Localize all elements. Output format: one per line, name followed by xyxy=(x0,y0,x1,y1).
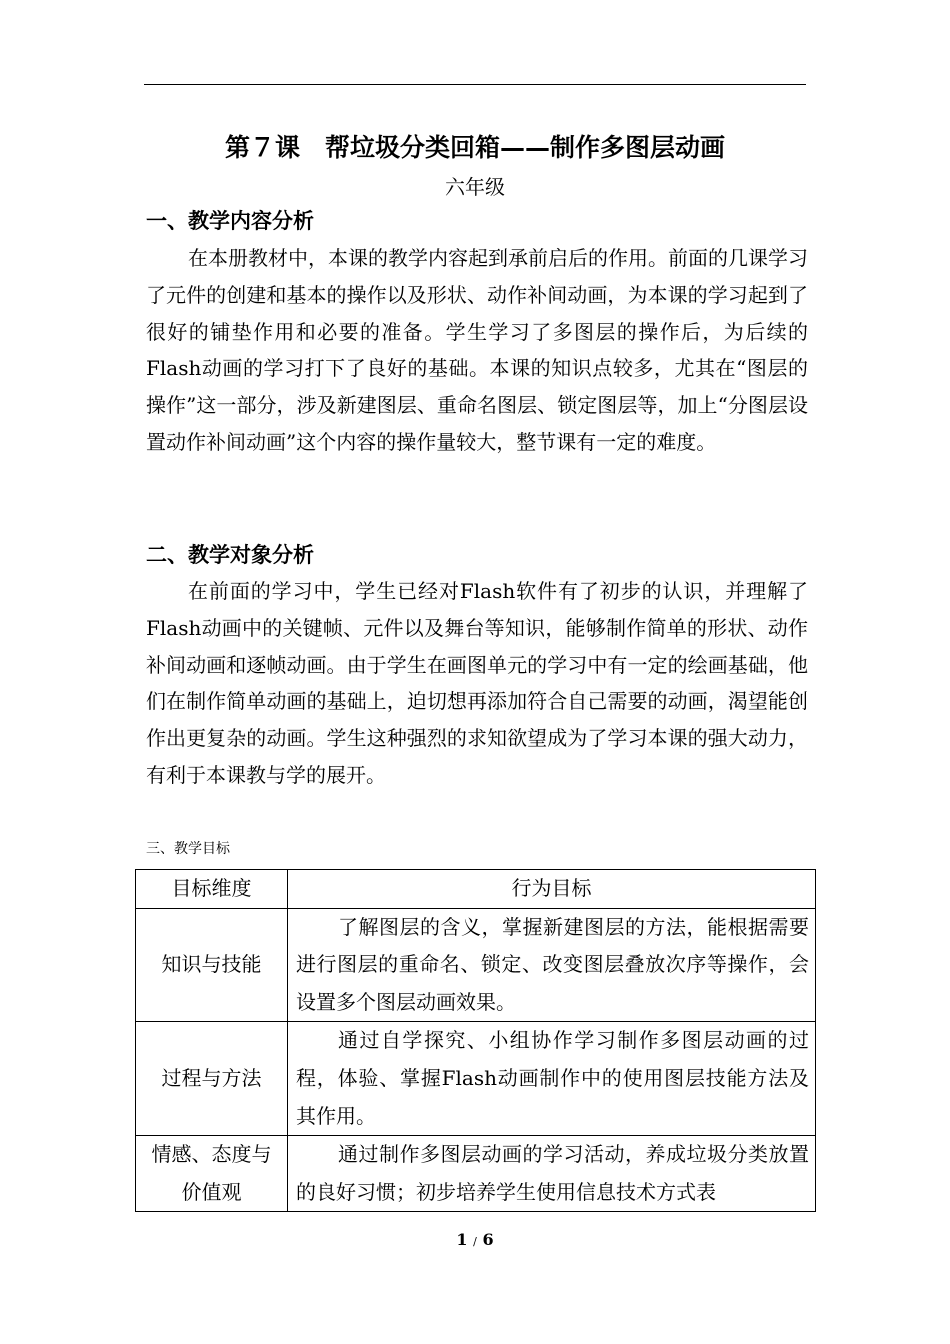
lesson-title: 第７课 帮垃圾分类回箱——制作多图层动画 xyxy=(224,133,725,162)
section-heading-content-analysis: 一、教学内容分析 xyxy=(146,208,314,233)
table-cell-dimension-line: 价值观 xyxy=(181,1179,242,1204)
section-paragraph-student-analysis: 在前面的学习中，学生已经对Flash软件有了初步的认识，并理解了Flash动画中的关键帧、元件以及舞台等知识，能够制作简单的形状、动作补间动画和逐帧动画。由于学生在画图单元的学习中有一定的绘画基础，他们在制作简单动画的基础上，迫切想再添加符合自己需要的动画，渴望能创作出更复杂的动画。学生这种强烈的求知欲望成为了学习本课的强大动力，有利于本课教与学的展开。 xyxy=(146,579,808,787)
table-row xyxy=(136,1136,816,1212)
section-heading-student-analysis: 二、教学对象分析 xyxy=(146,542,314,567)
page-separator: / xyxy=(473,1235,477,1248)
page-number xyxy=(0,1228,950,1254)
table-cell-dimension xyxy=(136,1136,288,1212)
table-cell-dimension-line: 情感、态度与 xyxy=(151,1142,272,1167)
page-total: 6 xyxy=(482,1230,494,1249)
table-header-goal: 行为目标 xyxy=(288,870,816,909)
section-paragraph-content-analysis: 在本册教材中，本课的教学内容起到承前启后的作用。前面的几课学习了元件的创建和基本的操作以及形状、动作补间动画，为本课的学习起到了很好的铺垫作用和必要的准备。学生学习了多图层的操作后，为后续的Flash动画的学习打下了良好的基础。本课的知识点较多，尤其在“图层的操作”这一部分，涉及新建图层、重命名图层、锁定图层等，加上“分图层设置动作补间动画”这个内容的操作量较大，整节课有一定的难度。 xyxy=(146,246,808,454)
goals-table xyxy=(135,869,816,1212)
goals-heading: 三、教学目标 xyxy=(146,841,230,857)
table-row xyxy=(136,1022,816,1136)
page-current: 1 xyxy=(456,1230,468,1249)
header-rule xyxy=(144,84,806,85)
table-cell-dimension: 知识与技能 xyxy=(136,908,288,1022)
table-header-dimension: 目标维度 xyxy=(136,870,288,909)
table-cell-goal: 通过自学探究、小组协作学习制作多图层动画的过程，体验、掌握Flash动画制作中的使用图层技能方法及其作用。 xyxy=(288,1022,816,1136)
table-cell-dimension: 过程与方法 xyxy=(136,1022,288,1136)
table-row xyxy=(136,908,816,1022)
table-cell-goal: 通过制作多图层动画的学习活动，养成垃圾分类放置的良好习惯；初步培养学生使用信息技术方式表 xyxy=(288,1136,816,1212)
table-cell-goal: 了解图层的含义，掌握新建图层的方法，能根据需要进行图层的重命名、锁定、改变图层叠放次序等操作，会设置多个图层动画效果。 xyxy=(288,908,816,1022)
table-header-row xyxy=(136,870,816,909)
grade-label: 六年级 xyxy=(445,175,505,199)
